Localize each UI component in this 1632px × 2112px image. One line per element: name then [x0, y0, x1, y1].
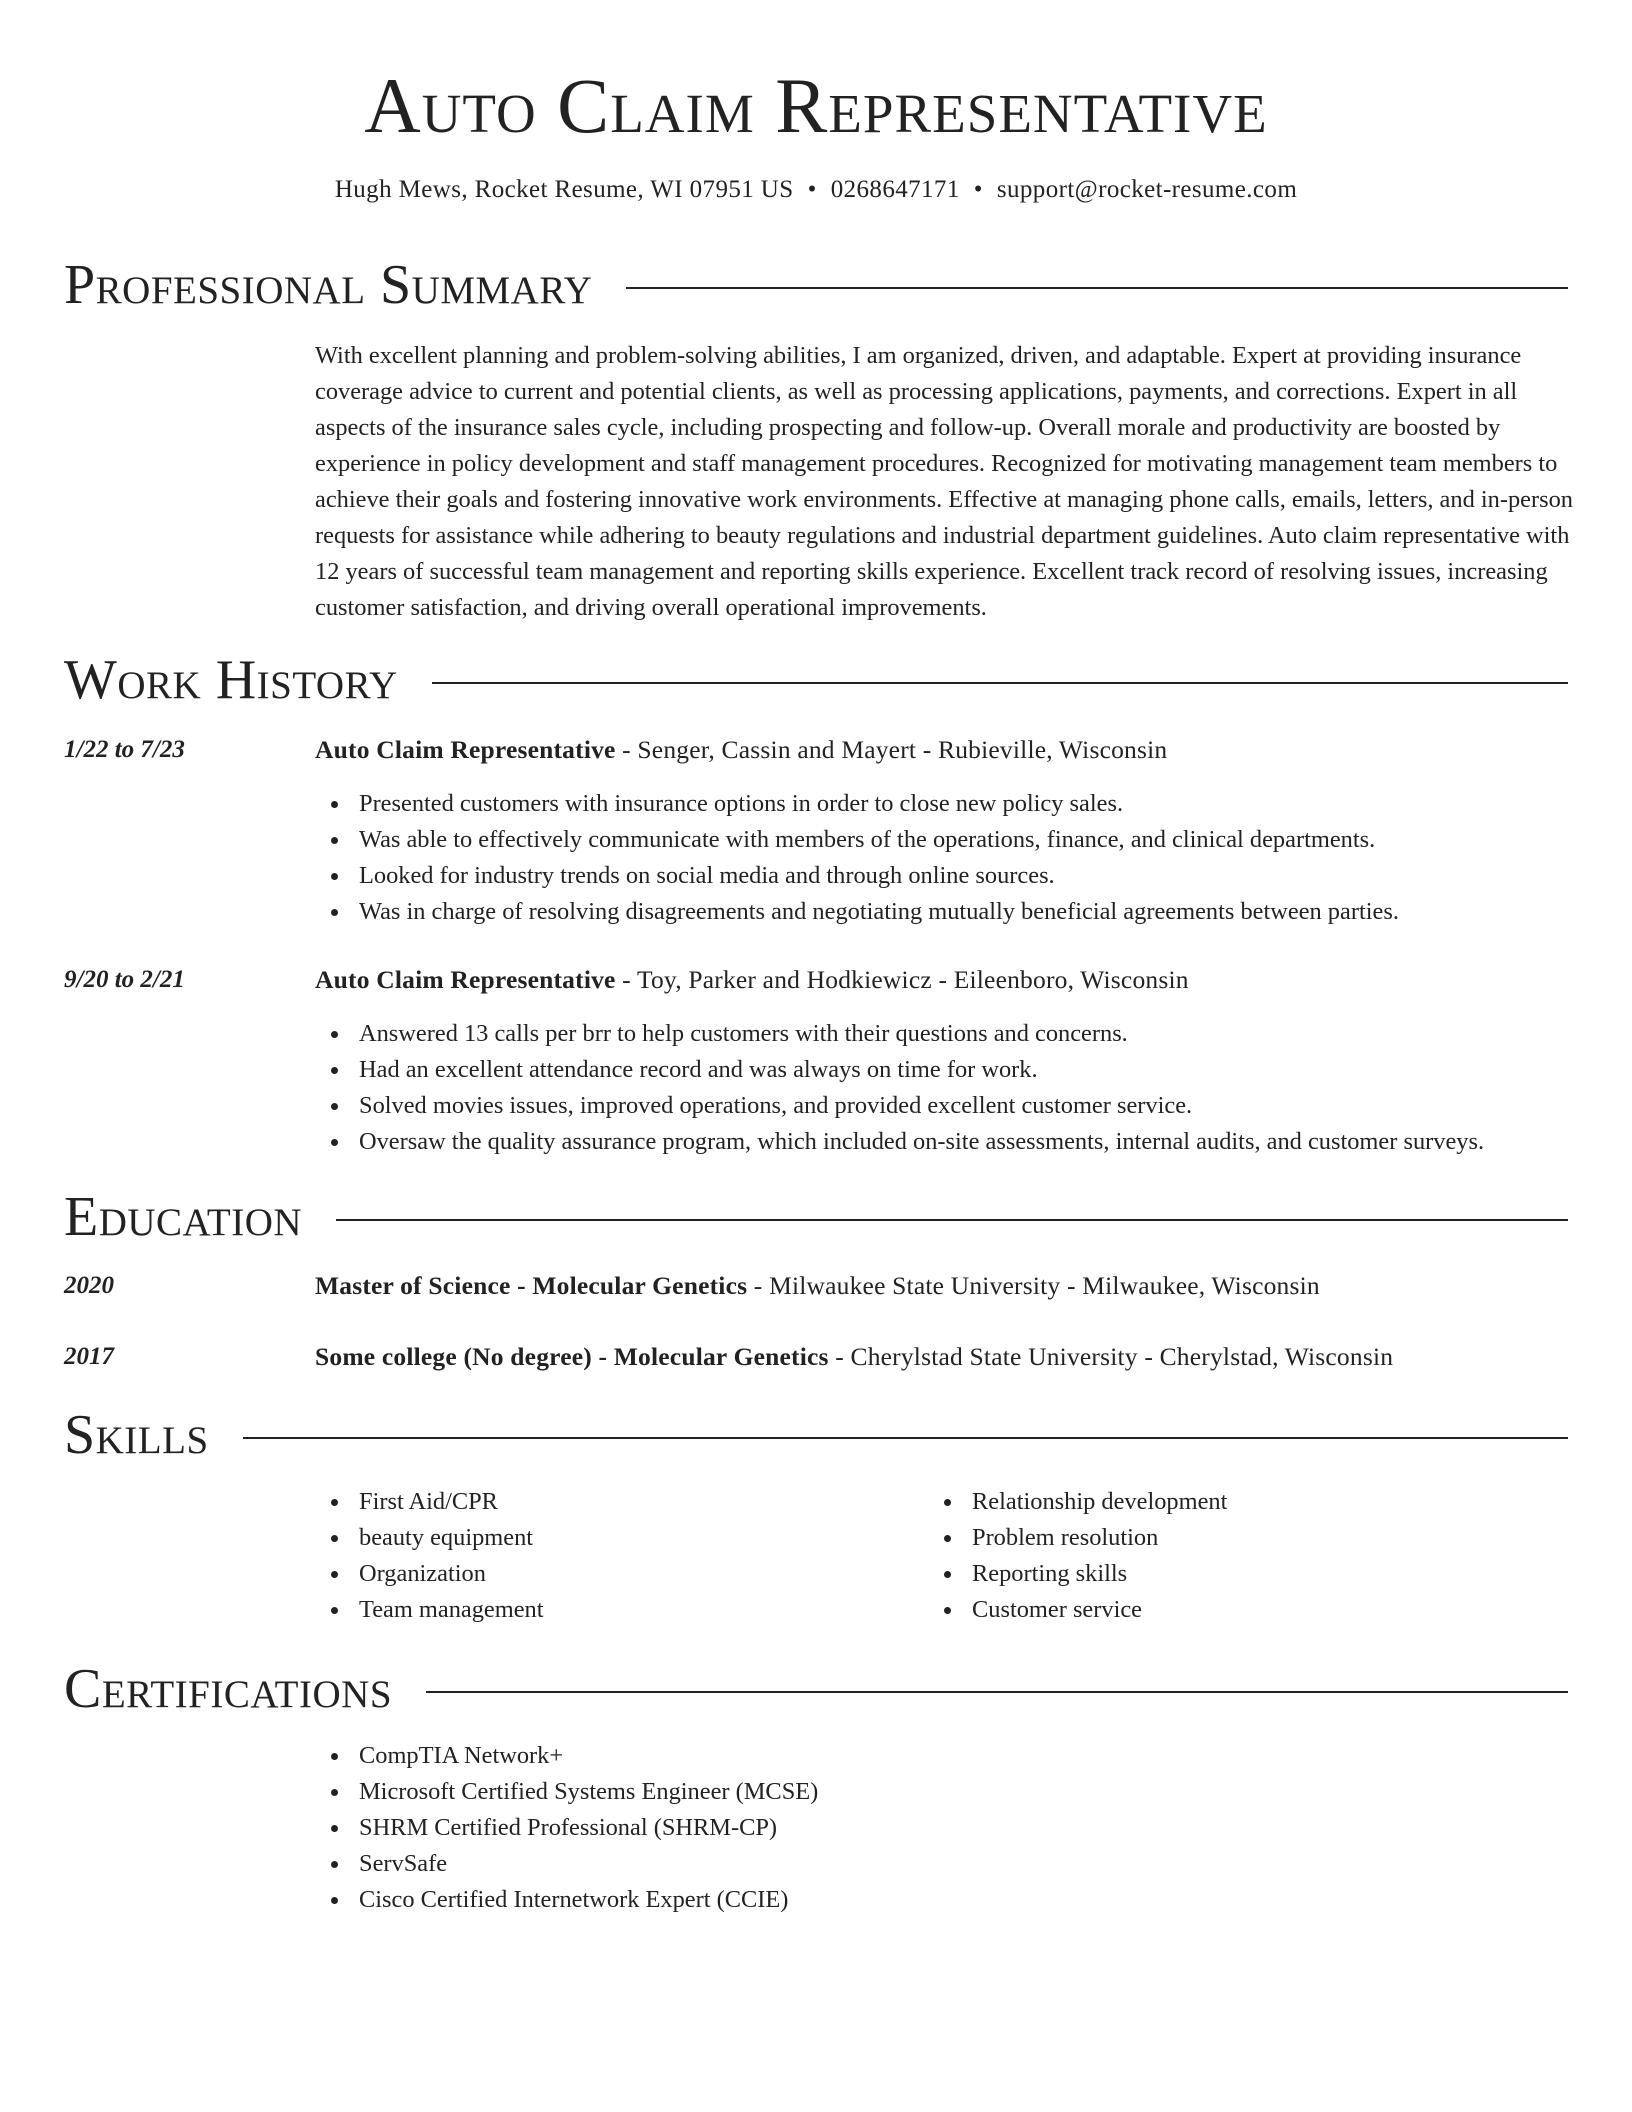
certifications-list	[315, 1738, 818, 1918]
section-rule	[336, 1219, 1568, 1221]
list-item: Looked for industry trends on social media and through online sources.	[359, 858, 1399, 894]
work-dates: 1/22 to 7/23	[64, 736, 185, 763]
contact-phone: 0268647171	[830, 176, 960, 203]
education-degree: Some college (No degree) - Molecular Genetics	[315, 1342, 829, 1371]
skills-list-right	[928, 1484, 1227, 1628]
education-degree: Master of Science - Molecular Genetics	[315, 1271, 748, 1300]
certification-item: Microsoft Certified Systems Engineer (MCSE)	[359, 1774, 818, 1810]
certification-item: CompTIA Network+	[359, 1738, 818, 1774]
work-title: Auto Claim Representative	[315, 735, 616, 764]
education-details: - Cherylstad State University - Cherylstad, Wisconsin	[828, 1342, 1394, 1371]
education-details: - Milwaukee State University - Milwaukee, Wisconsin	[747, 1271, 1320, 1300]
certification-item: Cisco Certified Internetwork Expert (CCIE)	[359, 1882, 818, 1918]
list-item: Answered 13 calls per brr to help customers with their questions and concerns.	[359, 1016, 1484, 1052]
certification-item: SHRM Certified Professional (SHRM-CP)	[359, 1810, 818, 1846]
list-item: Was able to effectively communicate with members of the operations, finance, and clinical departments.	[359, 822, 1399, 858]
work-title: Auto Claim Representative	[315, 965, 616, 994]
skills-list-left	[315, 1484, 544, 1628]
list-item: Presented customers with insurance options in order to close new policy sales.	[359, 786, 1399, 822]
work-bullets	[315, 786, 1399, 930]
work-details: - Senger, Cassin and Mayert - Rubieville, Wisconsin	[615, 735, 1168, 764]
skill-item: Relationship development	[972, 1484, 1227, 1520]
work-entry-heading	[315, 962, 1189, 998]
summary-text: With excellent planning and problem-solving abilities, I am organized, driven, and adaptable. Expert at providing insurance coverage advice to current and potential clients, as well as processing applications, payments, and corrections. Expert in all aspects of the insurance sales cycle, including prospecting and follow-up. Overall morale and productivity are boosted by experience in policy development and staff management procedures. Recognized for motivating management team members to achieve their goals and fostering innovative work environments. Effective at managing phone calls, emails, letters, and in-person requests for assistance while adhering to beauty regulations and industrial department guidelines. Auto claim representative with 12 years of successful team management and reporting skills experience. Excellent track record of resolving issues, increasing customer satisfaction, and driving overall operational improvements.	[315, 342, 1573, 621]
resume-name: Auto Claim Representative	[364, 62, 1268, 149]
list-item: Solved movies issues, improved operations, and provided excellent customer service.	[359, 1088, 1484, 1124]
section-title-skills: Skills	[64, 1404, 209, 1466]
contact-address: Hugh Mews, Rocket Resume, WI 07951 US	[334, 176, 794, 203]
certification-item: ServSafe	[359, 1846, 818, 1882]
section-title-certifications: Certifications	[64, 1658, 393, 1720]
contact-separator: •	[973, 176, 983, 203]
education-entry	[315, 1268, 1320, 1304]
section-rule	[626, 287, 1568, 289]
contact-line	[0, 173, 1632, 207]
education-year: 2017	[64, 1343, 114, 1370]
section-rule	[243, 1437, 1568, 1439]
section-header-summary	[64, 250, 1568, 320]
list-item: Oversaw the quality assurance program, which included on-site assessments, internal audits, and customer surveys.	[359, 1124, 1484, 1160]
section-title-education: Education	[64, 1186, 303, 1248]
work-details: - Toy, Parker and Hodkiewicz - Eileenboro, Wisconsin	[615, 965, 1189, 994]
section-header-work	[64, 645, 1568, 715]
skill-item: Reporting skills	[972, 1556, 1227, 1592]
skill-item: Team management	[359, 1592, 544, 1628]
section-header-education	[64, 1182, 1568, 1252]
section-title-summary: Professional Summary	[64, 254, 593, 316]
skill-item: First Aid/CPR	[359, 1484, 544, 1520]
list-item: Was in charge of resolving disagreements and negotiating mutually beneficial agreements between parties.	[359, 894, 1399, 930]
section-rule	[426, 1691, 1568, 1693]
skill-item: Customer service	[972, 1592, 1227, 1628]
contact-email: support@rocket-resume.com	[996, 176, 1298, 203]
skill-item: Problem resolution	[972, 1520, 1227, 1556]
education-entry	[315, 1339, 1393, 1375]
list-item: Had an excellent attendance record and was always on time for work.	[359, 1052, 1484, 1088]
section-header-certifications	[64, 1654, 1568, 1724]
skill-item: beauty equipment	[359, 1520, 544, 1556]
contact-separator: •	[807, 176, 817, 203]
work-dates: 9/20 to 2/21	[64, 966, 185, 993]
skill-item: Organization	[359, 1556, 544, 1592]
work-entry-heading	[315, 732, 1167, 768]
education-year: 2020	[64, 1272, 114, 1299]
work-bullets	[315, 1016, 1484, 1160]
section-title-work: Work History	[64, 649, 398, 711]
section-header-skills	[64, 1400, 1568, 1470]
section-rule	[432, 682, 1568, 684]
